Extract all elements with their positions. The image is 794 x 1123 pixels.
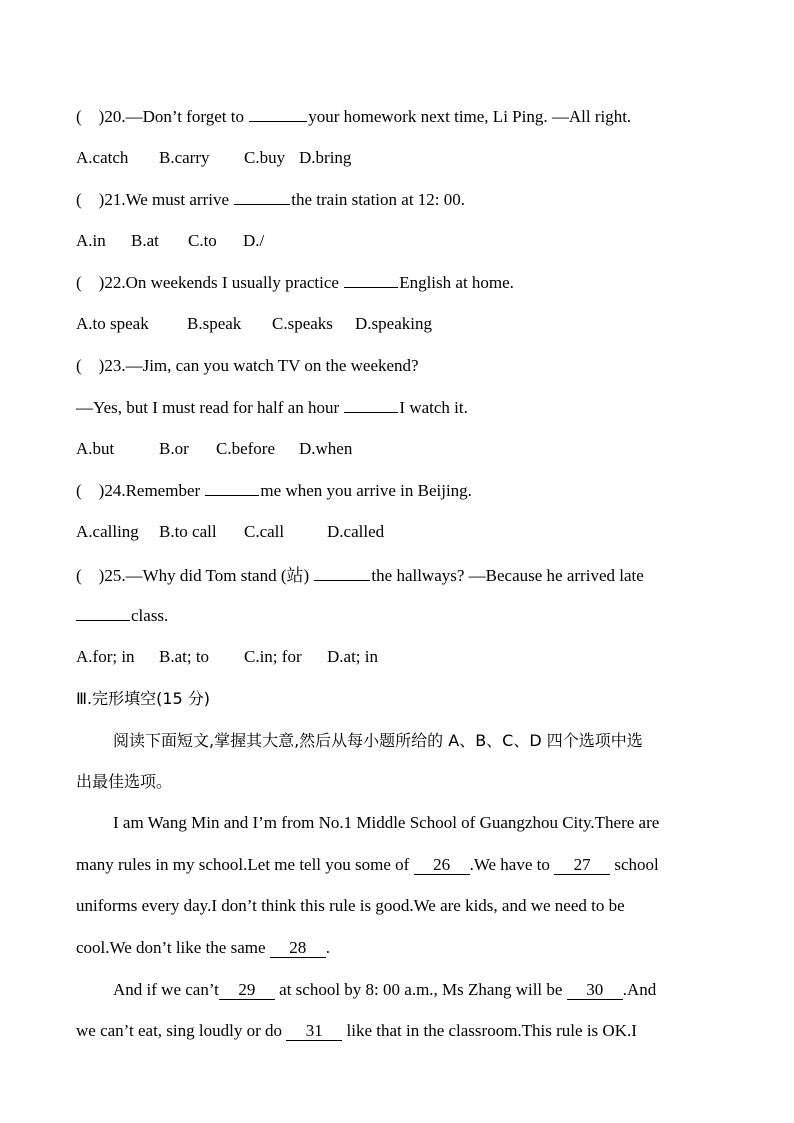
question-text-pre: —Yes, but I must read for half an hour [76,398,344,417]
question-24-options [76,521,384,543]
answer-blank[interactable] [344,396,398,413]
question-25-options [76,646,378,668]
option-a[interactable]: A.calling [76,522,139,541]
section-heading: Ⅲ.完形填空(15 分) [76,689,211,708]
option-d[interactable]: D./ [243,231,265,250]
question-number: 20. [104,107,126,126]
section-instruction: 阅读下面短文,掌握其大意,然后从每小题所给的 A、B、C、D 四个选项中选 [113,731,643,750]
passage-text: at school by 8: 00 a.m., Ms Zhang will be [274,980,567,999]
answer-blank[interactable] [76,604,130,621]
passage-text: cool.We don’t like the same [76,938,270,957]
question-text-post: English at home. [399,273,514,292]
option-d[interactable]: D.bring [299,148,352,167]
passage-line: uniforms every day.I don’t think this rule is good.We are kids, and we need to be [76,896,625,915]
answer-paren[interactable]: ( ) [76,190,105,209]
option-a[interactable]: A.in [76,231,106,250]
answer-paren[interactable]: ( ) [76,273,105,292]
cloze-blank-29[interactable]: 29 [219,981,275,1000]
question-22-options [76,313,432,335]
question-text-pre: We must arrive [125,190,234,209]
answer-blank[interactable] [234,188,290,205]
answer-blank[interactable] [344,271,398,288]
question-text-post: class. [131,606,169,625]
question-text-pre: Remember [125,481,205,500]
cloze-blank-31[interactable]: 31 [286,1022,342,1041]
question-23-options [76,438,352,460]
option-d[interactable]: D.called [327,522,385,541]
option-b[interactable]: B.at [131,231,159,250]
question-text-post: me when you arrive in Beijing. [260,481,472,500]
answer-paren[interactable]: ( ) [76,107,105,126]
cloze-blank-28[interactable]: 28 [270,939,326,958]
question-number: 22. [104,273,126,292]
option-a[interactable]: A.for; in [76,647,135,666]
question-number: 25. [104,566,126,585]
question-24 [76,479,472,502]
option-b[interactable]: B.to call [159,522,217,541]
option-c[interactable]: C.call [244,522,285,541]
passage-text: many rules in my school.Let me tell you some of [76,855,414,874]
question-text-post: I watch it. [399,398,468,417]
section-instruction-cont: 出最佳选项。 [76,772,173,791]
question-number: 24. [104,481,126,500]
option-d[interactable]: D.at; in [327,647,378,666]
answer-blank[interactable] [314,564,370,581]
question-number: 23. [104,356,126,375]
question-22 [76,271,514,294]
option-a[interactable]: A.catch [76,148,129,167]
question-21 [76,188,465,211]
passage-line [76,937,330,959]
passage-line [113,979,656,1001]
passage-line [76,854,659,876]
question-25 [76,564,644,587]
option-d[interactable]: D.when [299,439,353,458]
answer-blank[interactable] [205,479,259,496]
answer-blank[interactable] [249,105,307,122]
option-b[interactable]: B.speak [187,314,242,333]
question-21-options [76,230,264,252]
passage-text: .We have to [469,855,555,874]
passage-text: school [610,855,659,874]
cloze-blank-30[interactable]: 30 [567,981,623,1000]
passage-line [76,1020,637,1042]
answer-paren[interactable]: ( ) [76,481,105,500]
cloze-blank-27[interactable]: 27 [554,856,610,875]
answer-paren[interactable]: ( ) [76,356,105,375]
question-text-post: the train station at 12: 00. [291,190,466,209]
passage-text: we can’t eat, sing loudly or do [76,1021,287,1040]
option-b[interactable]: B.or [159,439,189,458]
passage-text: And if we can’t [113,980,219,999]
question-20-options [76,147,351,169]
option-b[interactable]: B.at; to [159,647,210,666]
question-25-line-2 [76,604,168,627]
question-text: —Jim, can you watch TV on the weekend? [125,356,419,375]
passage-text: .And [622,980,657,999]
answer-paren[interactable]: ( ) [76,566,105,585]
option-c[interactable]: C.speaks [272,314,333,333]
cloze-blank-26[interactable]: 26 [414,856,470,875]
question-20 [76,105,631,128]
option-c[interactable]: C.buy [244,148,286,167]
passage-text: like that in the classroom.This rule is OK.I [342,1021,637,1040]
option-d[interactable]: D.speaking [355,314,432,333]
option-c[interactable]: C.to [188,231,217,250]
passage-text: . [325,938,331,957]
question-23-line-2 [76,396,468,419]
question-number: 21. [104,190,126,209]
option-a[interactable]: A.to speak [76,314,149,333]
option-c[interactable]: C.in; for [244,647,302,666]
question-text-pre: On weekends I usually practice [125,273,344,292]
option-a[interactable]: A.but [76,439,115,458]
question-23 [76,355,419,377]
question-text-post: your homework next time, Li Ping. —All right. [308,107,632,126]
passage-line: I am Wang Min and I’m from No.1 Middle School of Guangzhou City.There are [113,813,660,832]
option-b[interactable]: B.carry [159,148,210,167]
question-text-pre: —Why did Tom stand (站) [125,566,314,585]
question-text-pre: —Don’t forget to [125,107,249,126]
option-c[interactable]: C.before [216,439,276,458]
question-text-post: the hallways? —Because he arrived late [371,566,644,585]
